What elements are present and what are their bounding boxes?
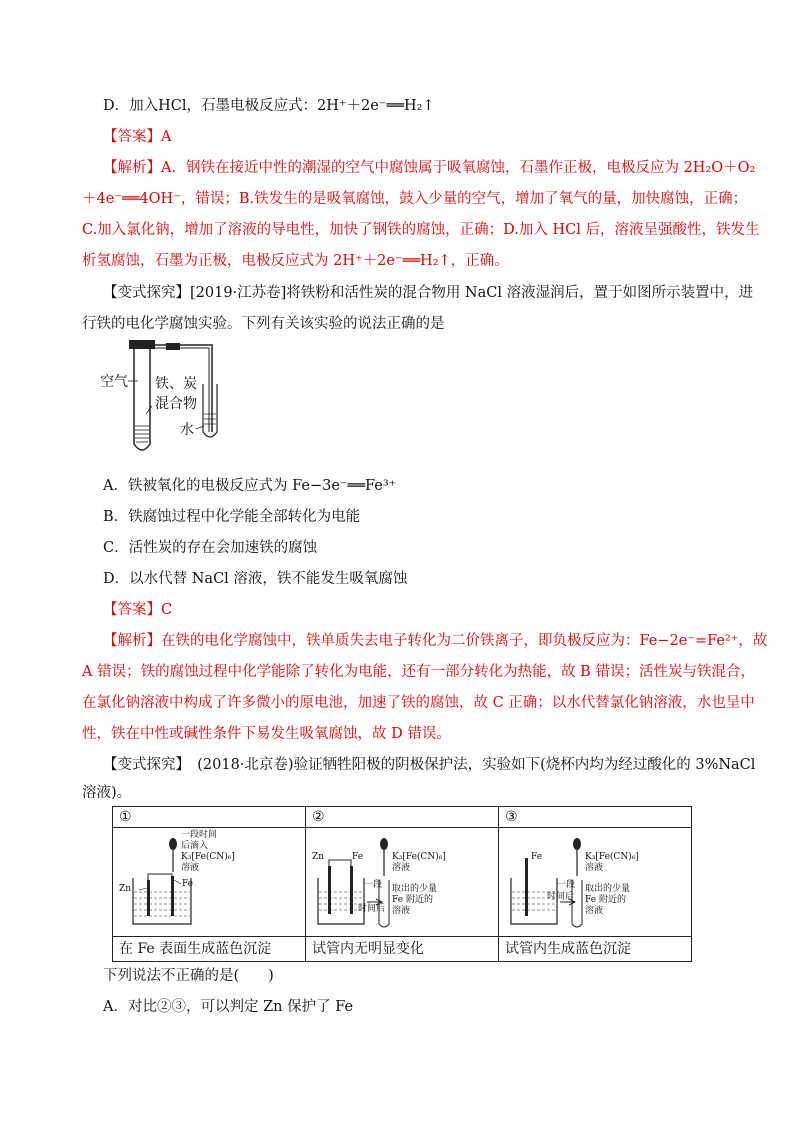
analysis-2-line-2: A 错误；铁的腐蚀过程中化学能除了转化为电能，还有一部分转化为热能，故 B 错误；活性炭与铁混合， bbox=[82, 664, 755, 680]
option-a bbox=[103, 476, 396, 496]
label-air: 空气 bbox=[100, 374, 128, 390]
option-3-a bbox=[103, 997, 353, 1017]
analysis-text: A．钢铁在接近中性的潮湿的空气中腐蚀属于吸氧腐蚀，石墨作正极，电极反应为 2H₂O＋O₂ bbox=[161, 160, 756, 176]
apparatus-3-drawing bbox=[505, 828, 685, 936]
cell2-label-reagent: K₃[Fe(CN)₆] bbox=[392, 852, 446, 862]
table-caption-2: 试管内无明显变化 bbox=[306, 937, 499, 962]
corrosion-apparatus-figure bbox=[100, 334, 225, 459]
analysis-1-line-3: C.加入氯化钠，增加了溶液的导电性，加快了钢铁的腐蚀，正确；D.加入 HCl 后，溶液呈强酸性，铁发生 bbox=[82, 222, 760, 238]
table-caption-1: 在 Fe 表面生成蓝色沉淀 bbox=[113, 937, 306, 962]
variant-1-line-2: 行铁的电化学腐蚀实验。下列有关该实验的说法正确的是 bbox=[82, 316, 445, 332]
answer-2 bbox=[103, 600, 172, 620]
option-text: 铁被氧化的电极反应式为 Fe−3e⁻══Fe³⁺ bbox=[127, 478, 397, 494]
cell2-label-zn: Zn bbox=[312, 852, 325, 862]
experiment-table bbox=[112, 806, 692, 962]
option-letter: D． bbox=[103, 98, 130, 114]
variant-2-line-1: 【变式探究】 (2018·北京卷)验证牺牲阳极的阴极保护法，实验如下(烧杯内均为经过酸化的 3%NaCl bbox=[103, 757, 756, 773]
cell1-label-reagent: K₃[Fe(CN)₆] bbox=[181, 852, 235, 862]
cell2-label-solution: 溶液 bbox=[392, 863, 411, 873]
variant-1-line-1: 【变式探究】[2019·江苏卷]将铁粉和活性炭的混合物用 NaCl 溶液湿润后，置于如图所示装置中，进 bbox=[103, 285, 754, 301]
option-text: 铁腐蚀过程中化学能全部转化为电能 bbox=[128, 509, 361, 525]
table-header-2: ② bbox=[306, 807, 499, 828]
cell3-label-time-2: 时间后 bbox=[547, 892, 575, 902]
cell1-label-fe: Fe bbox=[182, 879, 194, 889]
option-b bbox=[103, 507, 360, 527]
table-header-1: ① bbox=[113, 807, 306, 828]
answer-tag: 【答案】 bbox=[103, 602, 161, 618]
cell2-label-time-1: 一段 bbox=[364, 880, 383, 890]
analysis-tag: 【解析】 bbox=[103, 633, 161, 649]
option-d-previous bbox=[103, 96, 435, 116]
table-cell-apparatus-1 bbox=[113, 828, 306, 937]
analysis-2-line-1 bbox=[103, 631, 767, 651]
analysis-2-line-3: 在氯化钠溶液中构成了许多微小的原电池，加速了铁的腐蚀，故 C 正确；以水代替氯化钠溶液，水也呈中 bbox=[82, 695, 755, 711]
cell1-label-time: 一段时间 bbox=[181, 830, 218, 840]
table-caption-3: 试管内生成蓝色沉淀 bbox=[499, 937, 692, 962]
analysis-1-line-1 bbox=[103, 158, 755, 178]
cell2-label-fe: Fe bbox=[352, 852, 364, 862]
answer-1 bbox=[103, 127, 171, 147]
cell3-label-solution: 溶液 bbox=[585, 863, 604, 873]
table-cell-apparatus-2 bbox=[306, 828, 499, 937]
cell2-label-sample-1: 取出的少量 bbox=[392, 884, 438, 894]
cell3-label-sample-1: 取出的少量 bbox=[585, 884, 631, 894]
apparatus-1-drawing bbox=[119, 828, 299, 936]
analysis-tag: 【解析】 bbox=[103, 160, 161, 176]
label-water: 水 bbox=[180, 422, 194, 438]
option-text: 对比②③，可以判定 Zn 保护了 Fe bbox=[127, 999, 354, 1015]
label-iron-carbon: 铁、炭 bbox=[155, 376, 197, 392]
table-header-3: ③ bbox=[499, 807, 692, 828]
answer-value: A bbox=[161, 129, 172, 145]
option-letter: C． bbox=[103, 540, 129, 556]
apparatus-2-drawing bbox=[312, 828, 492, 936]
cell1-label-add: 后滴入 bbox=[181, 841, 209, 851]
option-letter: D． bbox=[103, 571, 130, 587]
question-3: 下列说法不正确的是( ) bbox=[103, 968, 274, 984]
answer-value: C bbox=[161, 602, 173, 618]
option-text: 活性炭的存在会加速铁的腐蚀 bbox=[128, 540, 318, 556]
cell3-label-reagent: K₃[Fe(CN)₆] bbox=[585, 852, 639, 862]
cell1-label-solution: 溶液 bbox=[181, 863, 200, 873]
option-text: 加入HCl，石墨电极反应式：2H⁺＋2e⁻══H₂↑ bbox=[129, 98, 435, 114]
analysis-text: 在铁的电化学腐蚀中，铁单质失去电子转化为二价铁离子，即负极反应为：Fe−2e⁻=Fe²⁺，故 bbox=[161, 633, 768, 649]
option-letter: A． bbox=[103, 478, 128, 494]
cell3-label-sample-3: 溶液 bbox=[585, 906, 604, 916]
variant-2-line-2: 溶液)。 bbox=[82, 785, 132, 801]
label-mixture: 混合物 bbox=[155, 396, 197, 412]
analysis-2-line-4: 性，铁在中性或碱性条件下易发生吸氧腐蚀，故 D 错误。 bbox=[82, 726, 451, 742]
cell2-label-time-2: 时间后 bbox=[358, 904, 386, 914]
cell3-label-fe: Fe bbox=[531, 852, 543, 862]
cell3-label-time-1: 一段 bbox=[557, 880, 576, 890]
option-letter: B． bbox=[103, 509, 129, 525]
analysis-1-line-2: ＋4e⁻══4OH⁻，错误；B.铁发生的是吸氧腐蚀，鼓入少量的空气，增加了氧气的量，加快腐蚀，正确； bbox=[82, 191, 748, 207]
cell2-label-sample-3: 溶液 bbox=[392, 906, 411, 916]
table-cell-apparatus-3 bbox=[499, 828, 692, 937]
option-c bbox=[103, 538, 317, 558]
option-text: 以水代替 NaCl 溶液，铁不能发生吸氧腐蚀 bbox=[129, 571, 408, 587]
cell2-label-sample-2: Fe 附近的 bbox=[392, 895, 433, 905]
option-d bbox=[103, 569, 407, 589]
option-letter: A． bbox=[103, 999, 128, 1015]
answer-tag: 【答案】 bbox=[103, 129, 161, 145]
cell1-label-zn: Zn bbox=[119, 884, 132, 894]
cell3-label-sample-2: Fe 附近的 bbox=[585, 895, 626, 905]
analysis-1-line-4: 析氢腐蚀，石墨为正极，电极反应式为 2H⁺＋2e⁻══H₂↑，正确。 bbox=[82, 253, 509, 269]
